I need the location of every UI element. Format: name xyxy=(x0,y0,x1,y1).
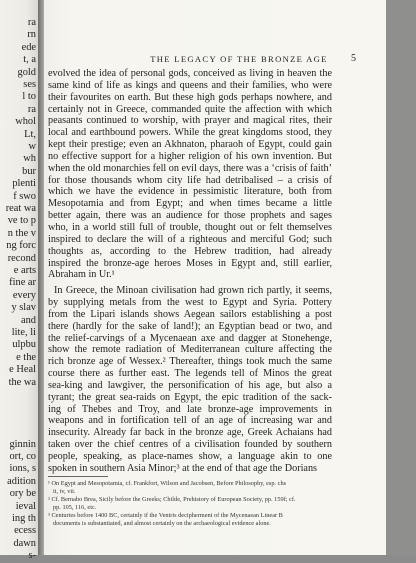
left-page-fragment: e the xyxy=(16,351,36,363)
text-line: which we have the evidence in pessimistic literature, both from xyxy=(48,186,332,198)
body-text xyxy=(48,68,332,475)
left-page-fragment: y slav xyxy=(11,302,36,314)
left-page-fragment: ulpbu xyxy=(12,339,36,351)
left-page-fragment: adition xyxy=(7,475,36,487)
left-page-fragment: ieval xyxy=(15,500,36,512)
text-line: the relief-carvings of a Mycenaean axe and dagger at Stonehenge, xyxy=(48,332,332,344)
text-line: tyrant; the great sea-raids on Egypt, the epic tradition of the sack- xyxy=(48,391,332,403)
left-page-fragment: ing th xyxy=(12,513,36,524)
left-page-fragment: fine ar xyxy=(9,277,36,289)
left-page-fragment: ions, s xyxy=(9,463,36,475)
text-line: better again, there was an audience for those prophets and sages xyxy=(48,210,332,222)
text-line: course there as further east. The legends tell of Minos the great xyxy=(48,368,332,380)
left-page-fragment: wh xyxy=(23,153,36,165)
paragraph-2 xyxy=(48,285,332,475)
text-line: Abraham in Ur.¹ xyxy=(48,269,115,281)
text-line: who, in a world still full of trouble, thought out or felt themselves xyxy=(48,221,332,233)
text-line: Mesopotamia and from Egypt; and when times became a little xyxy=(48,198,332,210)
left-page-fragment: ort, co xyxy=(9,451,36,462)
left-page-fragment: s- xyxy=(28,550,36,562)
footnote-rule xyxy=(48,476,108,477)
text-line: insecurity. Already far back in the bronze age, Greek Achaians had xyxy=(48,427,332,439)
footnotes xyxy=(48,480,332,529)
text-line: people, speaking, as place-names show, a language akin to one xyxy=(48,451,332,462)
text-line: their favourites on earth. But these high gods perhaps nowhere, and xyxy=(48,91,332,103)
left-page-fragment: l to xyxy=(22,91,36,103)
left-page-fragment: Lt, xyxy=(24,128,36,140)
text-line: weapons and in fortification tell of an age of increasing war and xyxy=(48,415,332,427)
left-page-fragment: dawn xyxy=(13,537,36,549)
text-line: no effective support for a higher religion of his own invention. But xyxy=(48,150,332,162)
left-page-fragment: the wa xyxy=(8,376,36,388)
text-line: certainly not in Greece, commanded quite the affection with which xyxy=(48,103,332,115)
text-line: spoken in southern Asia Minor;³ at the end of that age the Dorians xyxy=(48,462,318,474)
text-line: peasants continued to worship, with prayer and magical rites, their xyxy=(48,115,332,127)
footnote: ³ Centuries before 1400 BC, certainly if the Ventris decipherment of the Mycenaean Linear B xyxy=(48,512,283,520)
left-page-fragment: plenti xyxy=(12,178,36,190)
text-line: sea-king and lawgiver, the personification of his age, but also a xyxy=(48,379,332,391)
left-facing-page xyxy=(0,0,38,562)
left-page-fragment: e Heal xyxy=(9,364,36,376)
left-page-fragment: ve to p xyxy=(7,215,36,227)
left-page-fragment: every xyxy=(12,289,36,301)
text-line: kept their prestige; even an Akhnaton, pharaoh of Egypt, could gain xyxy=(48,139,332,151)
text-line: evolved the idea of personal gods, conceived as living in heaven the xyxy=(48,68,332,79)
text-line: thoughts as, according to the Hebrew tradition, had already xyxy=(48,245,332,257)
text-line: inspired the bronze-age heroes Moses in Egypt and, still earlier, xyxy=(48,257,332,269)
text-line: same kind of life as kings and queens and their families, who were xyxy=(48,79,332,91)
page-number: 5 xyxy=(351,53,356,64)
right-background xyxy=(386,0,416,555)
text-line: there (hardly for the sake of land!); an Egyptian bead or two, and xyxy=(48,320,332,332)
text-line: when the old monarchies fell on evil days, there was a ‘crisis of faith’ xyxy=(48,162,333,174)
left-page-fragment: ory be xyxy=(9,488,36,500)
left-page-fragment: ecess xyxy=(14,525,36,537)
left-page-fragment: reat wa xyxy=(5,203,36,214)
left-page-fragment: e arts xyxy=(13,265,36,276)
text-line: from the Lipari islands shows Aegean sailors establishing a post xyxy=(48,308,332,320)
left-page-fragment: ede xyxy=(21,41,36,53)
paragraph-1 xyxy=(48,68,332,281)
text-line: ing of Thebes and Troy, and late bronze-age improvements in xyxy=(48,403,332,415)
text-line: inspired to declare the will of a righteous and merciful God; such xyxy=(48,233,332,245)
footnote: ² Cf. Bernabo Brea, Sicily before the Greeks; Childe, Prehistory of European Society, pp. 159f; cf. xyxy=(48,496,296,504)
left-page-fragment: lite, li xyxy=(11,327,36,338)
left-page-fragment: ra xyxy=(27,17,36,28)
text-line: In Greece, the Minoan civilisation had grown rich partly, it seems, xyxy=(54,285,332,297)
text-line: for those thousands whom city life had detribalised – a crisis of xyxy=(48,174,332,186)
text-line: taken over the chief centres of a civilisation founded by southern xyxy=(48,439,332,451)
left-page-fragment: whol xyxy=(15,116,36,128)
left-page-fragment: ses xyxy=(23,79,36,90)
footnote-continuation: ii, iv, vii. xyxy=(53,488,76,496)
left-page-fragment: recond xyxy=(7,252,36,264)
left-page-fragment: ra xyxy=(27,103,36,115)
left-page-fragment: ginnin xyxy=(9,438,36,450)
text-line: by supplying metals from the west to Egypt and Syria. Pottery xyxy=(48,297,332,309)
left-page-fragment: f swo xyxy=(13,190,36,202)
left-page-fragment: bur xyxy=(22,165,36,177)
text-line: local and earthbound powers. While the great kingdoms stood, they xyxy=(48,127,332,139)
left-page-fragment: and xyxy=(20,314,36,326)
text-line: show the remote radiation of Mediterranean culture affecting the xyxy=(48,344,332,356)
left-page-fragment: gold xyxy=(17,66,36,78)
running-head: THE LEGACY OF THE BRONZE AGE xyxy=(150,54,328,64)
footnote-continuation: documents is substantiated, and almost certainly on the archaeological evidence alone. xyxy=(53,520,271,528)
left-page-fragment: ng forc xyxy=(6,240,36,252)
footnote: ¹ On Egypt and Mesopotamia, cf. Frankfort, Wilson and Jacobsen, Before Philosophy, esp. chs xyxy=(48,480,287,487)
left-page-fragment: rn xyxy=(27,29,36,41)
left-page-fragment: w xyxy=(28,141,36,152)
left-page-fragment: t, a xyxy=(23,54,36,66)
footnote-continuation: pp. 105, 116, etc. xyxy=(53,504,97,512)
text-line: rich bronze age of Wessex.² Thereafter, things took much the same xyxy=(48,356,332,368)
left-page-fragment: n the v xyxy=(7,227,36,239)
